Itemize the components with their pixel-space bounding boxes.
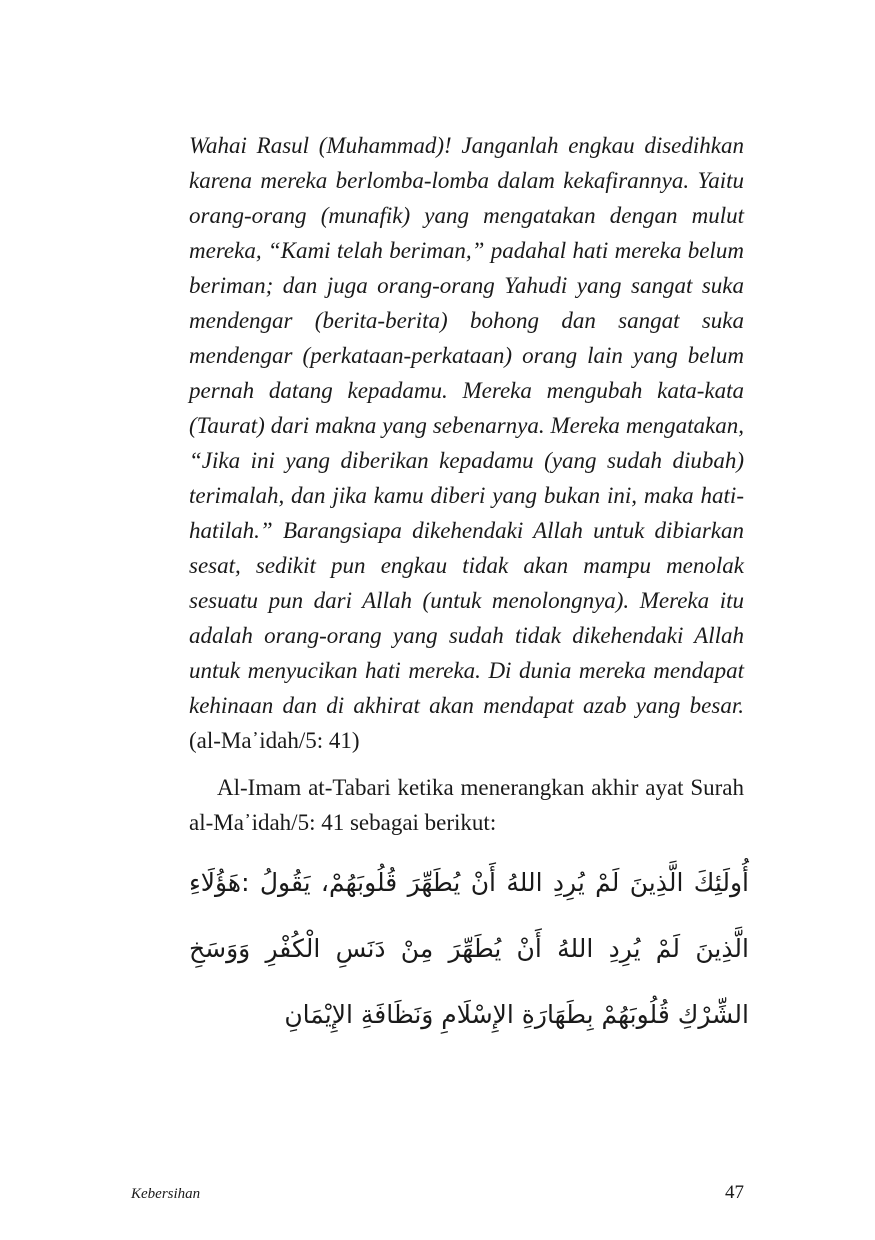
- page-number: 47: [725, 1182, 744, 1203]
- body-paragraph: Al-Imam at-Tabari ketika menerangkan akhir ayat Surah al-Ma᾽idah/5: 41 sebagai berikut:: [189, 775, 744, 835]
- quote-citation: (al-Ma᾽idah/5: 41): [189, 728, 360, 753]
- running-footer-title: Kebersihan: [131, 1186, 201, 1202]
- quote-text: Wahai Rasul (Muhammad)! Janganlah engkau disedihkan karena mereka berlomba-lomba dalam kekafirannya. Yaitu orang-orang (munafik) yang mengatakan dengan mulut mereka, “Kami telah beriman,” padahal hati mereka belum beriman; dan juga orang-orang Yahudi yang sangat suka mendengar (berita-berita) bohong dan sangat suka mendengar (perkataan-perkataan) orang lain yang belum pernah datang kepadamu. Mereka mengubah kata-kata (Taurat) dari makna yang sebenarnya. Mereka mengatakan, “Jika ini yang diberikan kepadamu (yang sudah diubah) terimalah, dan jika kamu diberi yang bukan ini, maka hati-hatilah.” Barangsiapa dikehendaki Allah untuk dibiarkan sesat, sedikit pun engkau tidak akan mampu menolak sesuatu pun dari Allah (untuk menolongnya). Mereka itu adalah orang-orang yang sudah tidak dikehendaki Allah untuk menyucikan hati mereka. Di dunia mereka mendapat kehinaan dan di akhirat akan mendapat azab yang besar.: [189, 133, 744, 718]
- quran-translation-quote: [189, 128, 744, 758]
- arabic-passage: أُولَئِكَ الَّذِينَ لَمْ يُرِدِ اللهُ أَنْ يُطَهِّرَ قُلُوبَهُمْ، يَقُولُ :هَؤُلَاءِ الَّذِينَ لَمْ يُرِدِ اللهُ أَنْ يُطَهِّرَ مِنْ دَنَسِ الْكُفْرِ وَوَسَخِ الشِّرْكِ قُلُوبَهُمْ بِطَهَارَةِ الإِسْلَامِ وَنَظَافَةِ الإِيْمَانِ: [189, 868, 749, 1029]
